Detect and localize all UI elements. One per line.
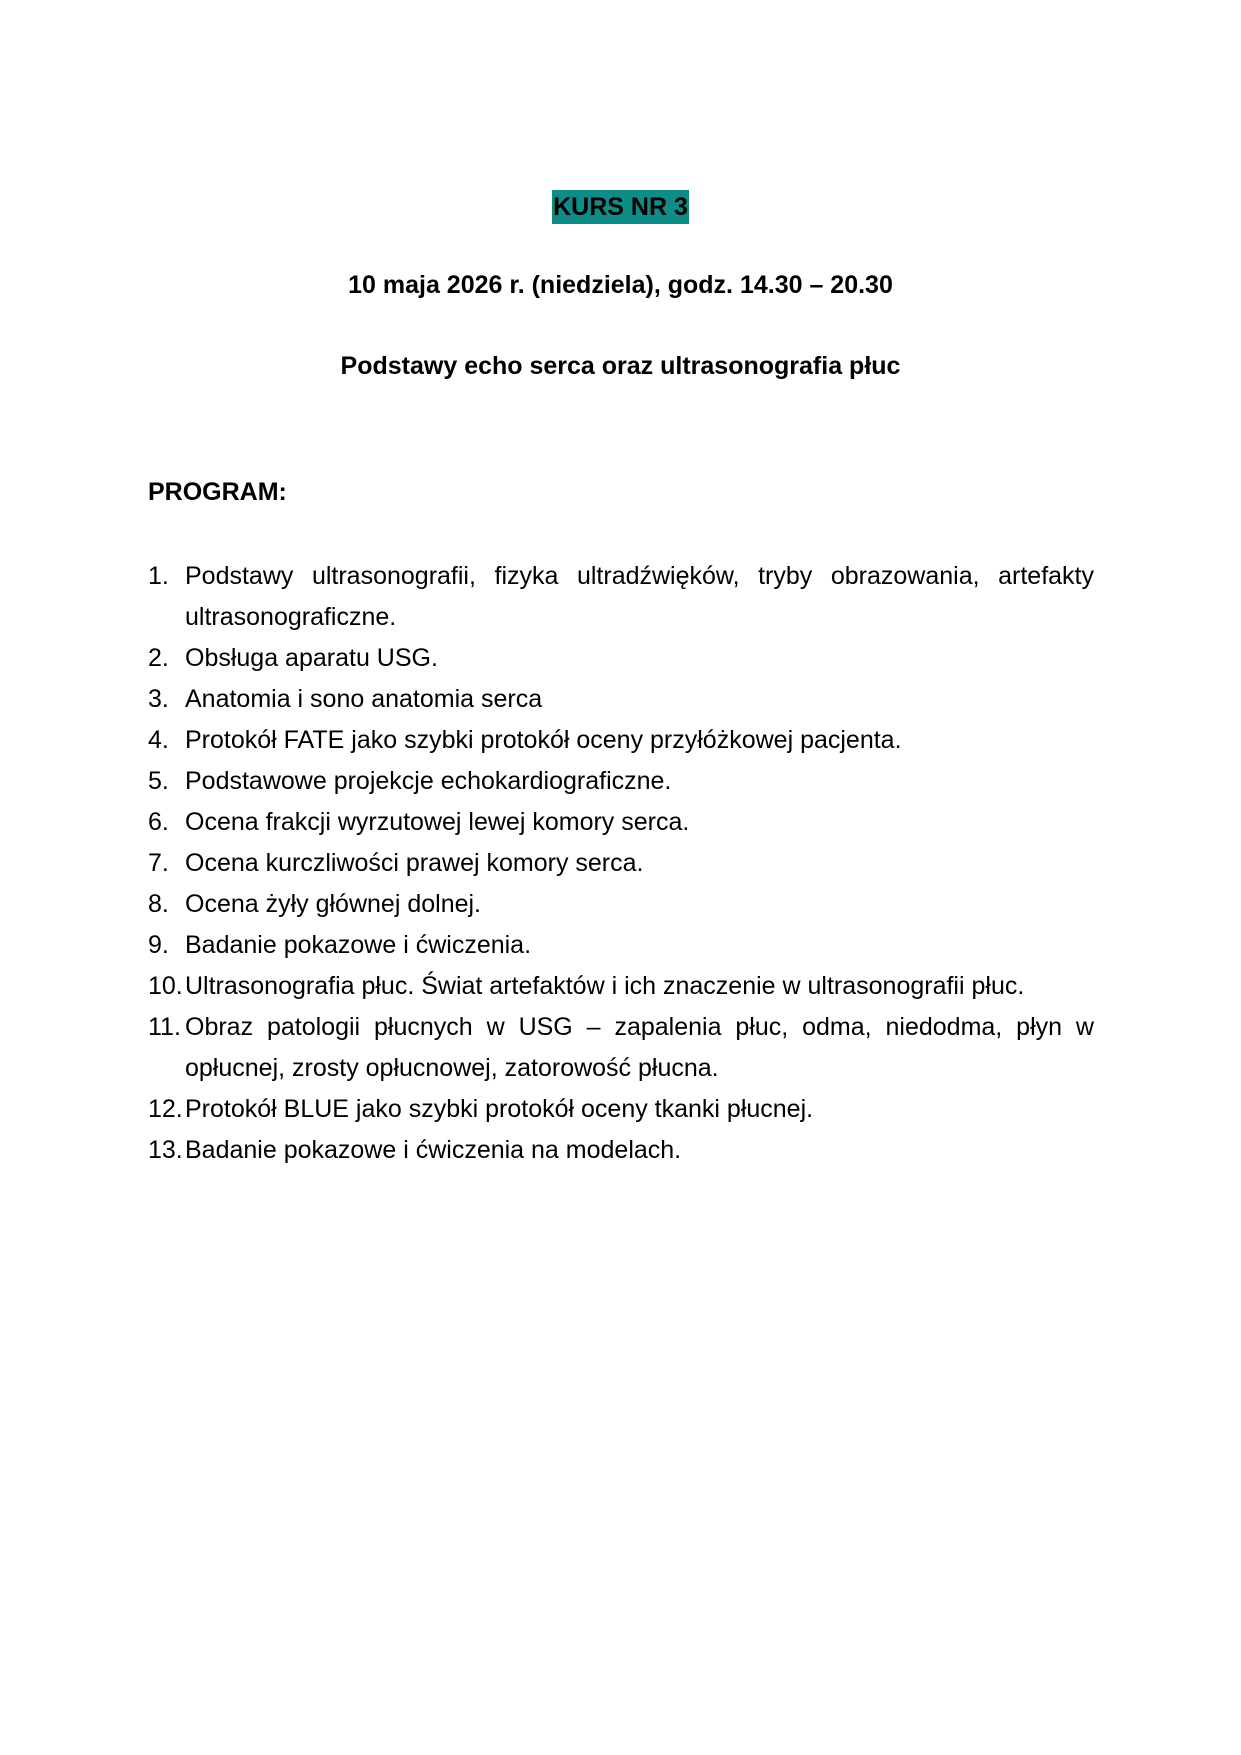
program-item-number: 6. [148, 808, 169, 836]
program-item-number: 3. [148, 685, 169, 713]
program-item-number: 10. [148, 972, 183, 1000]
program-heading: PROGRAM: [148, 478, 287, 506]
program-item-text: Ocena kurczliwości prawej komory serca. [185, 849, 644, 877]
program-item-number: 12. [148, 1095, 183, 1123]
program-item [148, 884, 1094, 925]
program-item-text: Podstawowe projekcje echokardiograficzne. [185, 767, 672, 795]
program-item-text: Ultrasonografia płuc. Świat artefaktów i ich znaczenie w ultrasonografii płuc. [185, 972, 1025, 1000]
program-item-number: 11. [148, 1013, 181, 1041]
program-item-number: 7. [148, 849, 169, 877]
program-item-number: 9. [148, 931, 169, 959]
program-item [148, 843, 1094, 884]
course-date: 10 maja 2026 r. (niedziela), godz. 14.30 – 20.30 [348, 271, 893, 299]
program-item [148, 966, 1094, 1007]
program-item [148, 720, 1094, 761]
program-list [148, 556, 1094, 1171]
program-item-text: Ocena frakcji wyrzutowej lewej komory serca. [185, 808, 690, 836]
program-item [148, 556, 1094, 638]
program-item-text: Protokół FATE jako szybki protokół oceny przyłóżkowej pacjenta. [185, 726, 902, 754]
course-title: Podstawy echo serca oraz ultrasonografia płuc [340, 352, 901, 380]
program-item-text: Badanie pokazowe i ćwiczenia na modelach. [185, 1136, 682, 1164]
program-item-text: Badanie pokazowe i ćwiczenia. [185, 931, 532, 959]
program-item-number: 2. [148, 644, 169, 672]
program-item-text: Ocena żyły głównej dolnej. [185, 890, 481, 918]
course-badge: KURS NR 3 [552, 190, 689, 224]
program-item [148, 1089, 1094, 1130]
program-item [148, 802, 1094, 843]
program-item [148, 679, 1094, 720]
program-item-text: Anatomia i sono anatomia serca [185, 685, 543, 713]
program-item-number: 5. [148, 767, 169, 795]
course-badge-row [0, 190, 1241, 224]
program-item-text: Obraz patologii płucnych w USG – zapalenia płuc, odma, niedodma, płyn w opłucnej, zrosty opłucnowej, zatorowość płucna. [185, 1013, 1094, 1082]
program-item-text: Podstawy ultrasonografii, fizyka ultradźwięków, tryby obrazowania, artefakty ultrasonograficzne. [185, 562, 1094, 631]
program-item [148, 1130, 1094, 1171]
program-item [148, 761, 1094, 802]
program-item-number: 13. [148, 1136, 183, 1164]
program-item-number: 8. [148, 890, 169, 918]
program-item-number: 4. [148, 726, 169, 754]
program-item-text: Obsługa aparatu USG. [185, 644, 438, 672]
program-item-text: Protokół BLUE jako szybki protokół oceny tkanki płucnej. [185, 1095, 814, 1123]
program-item [148, 1007, 1094, 1089]
program-item [148, 925, 1094, 966]
program-item-number: 1. [148, 562, 169, 590]
program-item [148, 638, 1094, 679]
